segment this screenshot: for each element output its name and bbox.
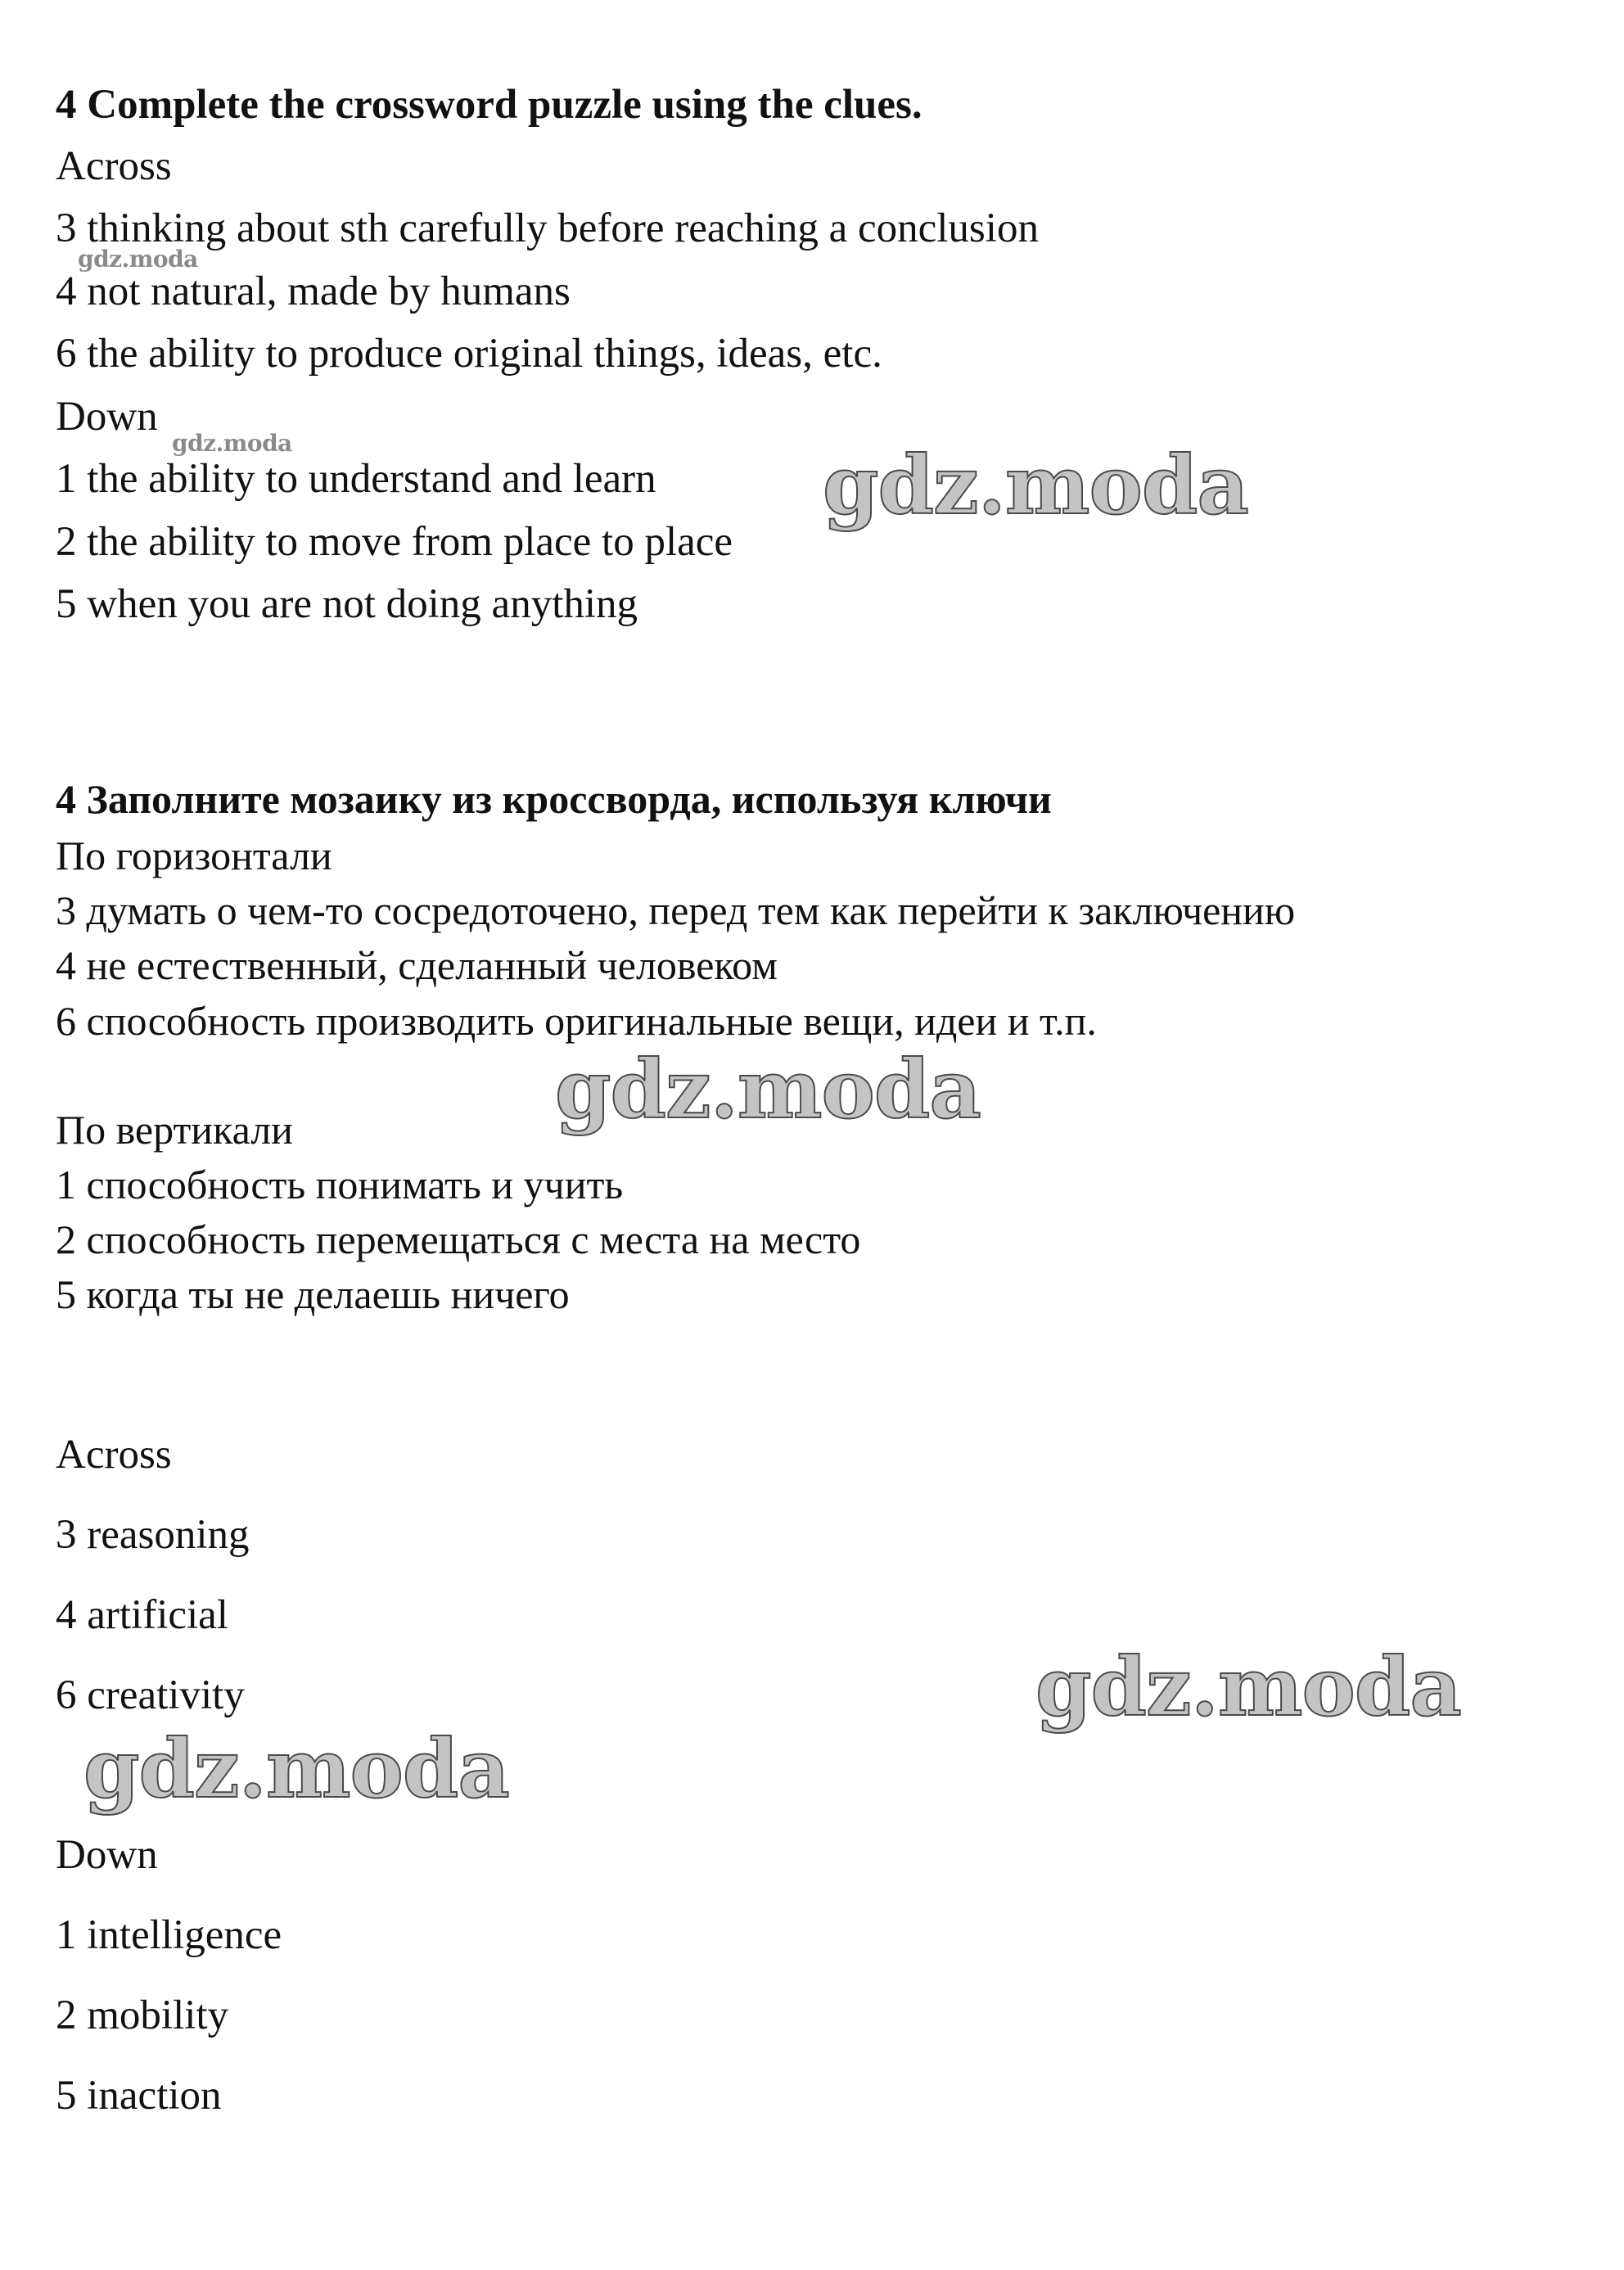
answer-across-4: 4 artificial [56, 1592, 228, 1638]
russian-down-clue-5: 5 когда ты не делаешь ничего [56, 1271, 570, 1317]
russian-across-clue-4: 4 не естественный, сделанный человеком [56, 942, 778, 988]
answer-across-6: 6 creativity [56, 1672, 245, 1718]
english-across-clue-3: 3 thinking about sth carefully before reaching a conclusion [56, 205, 1039, 251]
watermark-large: gdz.moda [83, 1722, 509, 1816]
english-heading: 4 Complete the crossword puzzle using the clues. [56, 82, 923, 128]
answer-down-5: 5 inaction [56, 2073, 222, 2119]
russian-down-clue-2: 2 способность перемещаться с места на место [56, 1216, 861, 1262]
russian-across-clue-3: 3 думать о чем-то сосредоточено, перед тем как перейти к заключению [56, 887, 1296, 933]
answer-across-3: 3 reasoning [56, 1512, 250, 1558]
russian-across-label: По горизонтали [56, 833, 332, 878]
answer-down-2: 2 mobility [56, 1992, 229, 2038]
english-across-clue-6: 6 the ability to produce original things, ideas, etc. [56, 331, 882, 377]
answer-down-1: 1 intelligence [56, 1912, 282, 1958]
answers-down-label: Down [56, 1832, 158, 1878]
watermark-large: gdz.moda [823, 439, 1248, 533]
watermark-small: gdz.moda [78, 246, 198, 273]
english-down-clue-5: 5 when you are not doing anything [56, 581, 638, 627]
russian-across-clue-6: 6 способность производить оригинальные вещи, идеи и т.п. [56, 998, 1097, 1044]
english-down-label: Down [56, 394, 158, 440]
russian-down-clue-1: 1 способность понимать и учить [56, 1162, 624, 1207]
russian-down-label: По вертикали [56, 1107, 293, 1153]
russian-heading: 4 Заполните мозаику из кроссворда, используя ключи [56, 776, 1052, 822]
english-across-clue-4: 4 not natural, made by humans [56, 269, 571, 314]
watermark-small: gdz.moda [172, 430, 292, 457]
english-across-label: Across [56, 143, 172, 189]
watermark-large: gdz.moda [1035, 1640, 1461, 1735]
english-down-clue-2: 2 the ability to move from place to place [56, 519, 733, 565]
watermark-large: gdz.moda [555, 1043, 981, 1137]
english-down-clue-1: 1 the ability to understand and learn [56, 456, 656, 502]
answers-across-label: Across [56, 1432, 172, 1478]
